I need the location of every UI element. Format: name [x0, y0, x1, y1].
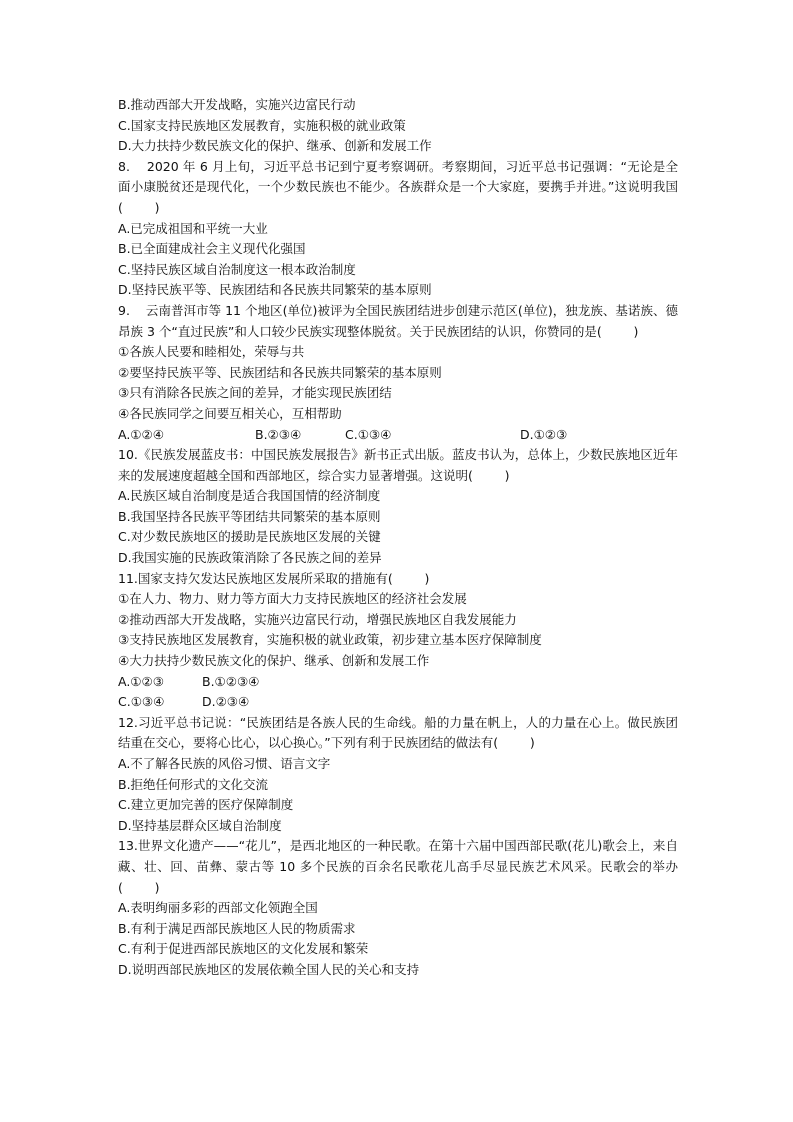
- q13-option-c: C.有利于促进西部民族地区的文化发展和繁荣: [118, 941, 369, 957]
- q12-option-b: B.拒绝任何形式的文化交流: [118, 776, 269, 792]
- q9-choices: [118, 425, 678, 446]
- q11-item-2: ②推动西部大开发战略，实施兴边富民行动，增强民族地区自我发展能力: [118, 611, 517, 627]
- q11-item-4: ④大力扶持少数民族文化的保护、继承、创新和发展工作: [118, 653, 430, 669]
- q9-stem: 9. 云南普洱市等 11 个地区(单位)被评为全国民族团结进步创建示范区(单位)，独龙族、基诺族、德昂族 3 个“直过民族”和人口较少民族实现整体脱贫。关于民族团结的认识，你赞同的是( ): [118, 302, 678, 339]
- q8-option-d: D.坚持民族平等、民族团结和各民族共同繁荣的基本原则: [118, 282, 432, 298]
- q11-item-1: ①在人力、物力、财力等方面大力支持民族地区的经济社会发展: [118, 591, 467, 607]
- q7-option-b: B.推动西部大开发战略，实施兴边富民行动: [118, 97, 356, 112]
- q7-option-d: D.大力扶持少数民族文化的保护、继承、创新和发展工作: [118, 138, 432, 154]
- q9-item-3: ③只有消除各民族之间的差异，才能实现民族团结: [118, 385, 392, 401]
- q9-item-1: ①各族人民要和睦相处，荣辱与共: [118, 344, 305, 360]
- q12-option-d: D.坚持基层群众区域自治制度: [118, 817, 282, 833]
- q10-stem: 10.《民族发展蓝皮书：中国民族发展报告》新书正式出版。蓝皮书认为，总体上，少数民族地区近年来的发展速度超越全国和西部地区，综合实力显著增强。这说明( ): [118, 447, 678, 483]
- q8-option-c: C.坚持民族区域自治制度这一根本政治制度: [118, 261, 356, 277]
- q10-option-c: C.对少数民族地区的援助是民族地区发展的关键: [118, 529, 381, 545]
- q11-choice-b: B.①②③④: [202, 673, 260, 689]
- q12-option-c: C.建立更加完善的医疗保障制度: [118, 797, 294, 813]
- q13-option-b: B.有利于满足西部民族地区人民的物质需求: [118, 920, 356, 936]
- q12-option-a: A.不了解各民族的风俗习惯、语言文字: [118, 756, 331, 771]
- q9-item-4: ④各民族同学之间要互相关心，互相帮助: [118, 405, 342, 421]
- q8-option-b: B.已全面建成社会主义现代化强国: [118, 241, 306, 257]
- q11-choices-row1: [118, 672, 678, 693]
- q13-option-d: D.说明西部民族地区的发展依赖全国人民的关心和支持: [118, 961, 420, 977]
- q9-choice-b: B.②③④: [255, 426, 302, 442]
- q9-choice-d: D.①②③: [520, 426, 568, 442]
- q10-option-b: B.我国坚持各民族平等团结共同繁荣的基本原则: [118, 508, 381, 524]
- q9-choice-c: C.①③④: [345, 426, 392, 442]
- q9-choice-a: A.①②④: [118, 426, 164, 442]
- q8-stem: 8. 2020 年 6 月上旬，习近平总书记到宁夏考察调研。考察期间，习近平总书记强调：“无论是全面小康脱贫还是现代化，一个少数民族也不能少。各族群众是一个大家庭，要携手并进。”这说明我国( ): [118, 158, 678, 215]
- q11-item-3: ③支持民族地区发展教育，实施积极的就业政策，初步建立基本医疗保障制度: [118, 632, 542, 648]
- q7-option-c: C.国家支持民族地区发展教育，实施积极的就业政策: [118, 117, 406, 133]
- q11-choices-row2: [118, 692, 678, 713]
- q10-option-a: A.民族区域自治制度是适合我国国情的经济制度: [118, 488, 381, 504]
- q13-option-a: A.表明绚丽多彩的西部文化领跑全国: [118, 900, 318, 916]
- q13-stem: 13.世界文化遗产——“花儿”，是西北地区的一种民歌。在第十六届中国西部民歌(花儿)歌会上，来自藏、壮、回、苗彝、蒙古等 10 多个民族的百余名民歌花儿高手尽显民族艺术风采。民歌会的举办( ): [118, 838, 678, 895]
- q12-stem: 12.习近平总书记说：“民族团结是各族人民的生命线。船的力量在帆上，人的力量在心上。做民族团结重在交心，要将心比心，以心换心。”下列有利于民族团结的做法有( ): [118, 714, 678, 751]
- q9-item-2: ②要坚持民族平等、民族团结和各民族共同繁荣的基本原则: [118, 364, 442, 380]
- exam-page: [118, 95, 678, 981]
- q11-choice-a: A.①②③: [118, 673, 164, 689]
- q8-option-a: A.已完成祖国和平统一大业: [118, 220, 268, 236]
- q11-choice-d: D.②③④: [202, 694, 250, 710]
- q11-choice-c: C.①③④: [118, 694, 165, 710]
- q10-option-d: D.我国实施的民族政策消除了各民族之间的差异: [118, 550, 382, 566]
- q11-stem: 11.国家支持欠发达民族地区发展所采取的措施有( ): [118, 570, 430, 586]
